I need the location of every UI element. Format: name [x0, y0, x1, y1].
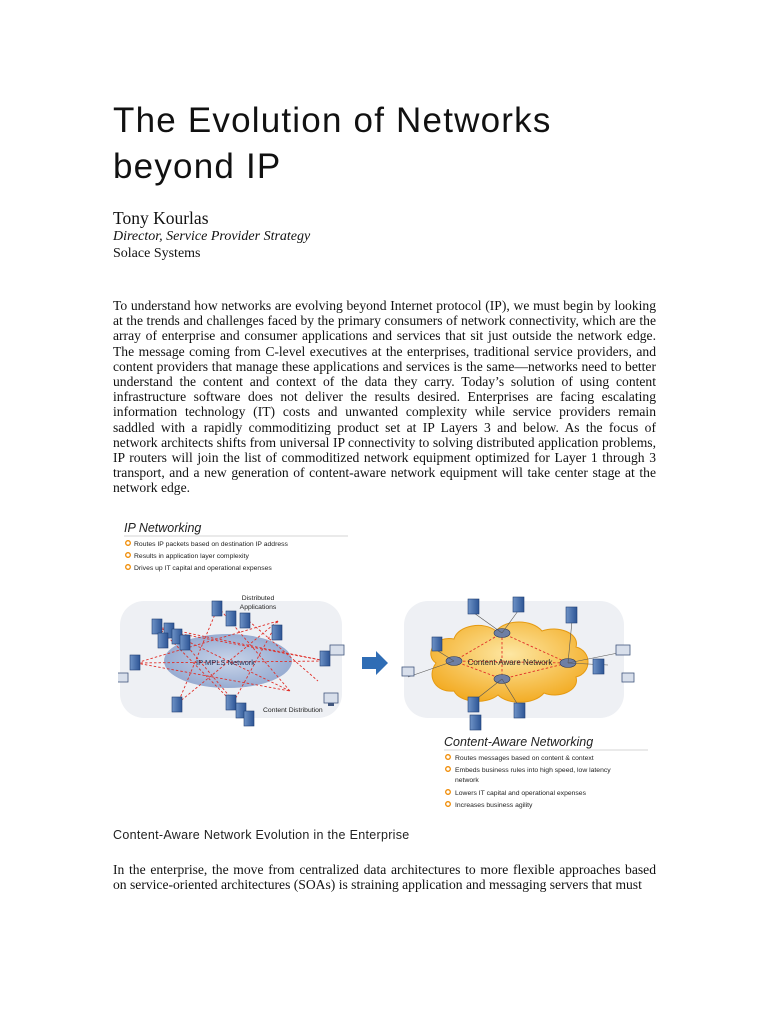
ip-mpls-panel [118, 595, 344, 726]
intro-paragraph: To understand how networks are evolving beyond Internet protocol (IP), we must begin by looking at the trends and challenges faced by the primary consumers of network connectivity, which are the array of enterprise and consumer applications and services that sit just outside the network edge. The message coming from C-level executives at the enterprises, traditional service providers, and content providers that manage these applications and services is the same—networks need to better understand the content and context of the data they carry. Today’s solution of using content infrastructure software does not deliver the results desired. Enterprises are facing escalating information technology (IT) costs and unwanted complexity while service providers remain saddled with a rapidly commoditizing product set at IP Layers 3 and below. As the focus of network architects shifts from universal IP connectivity to solving distributed application problems, IP routers will join the list of commoditized network equipment optimized for Layer 1 through 3 transport, and a new generation of content-aware network equipment will take center stage at the network edge. [113, 298, 656, 496]
author-name: Tony Kourlas [113, 208, 209, 228]
content-aware-network-label: Content-Aware Network [467, 658, 553, 667]
bullet-icon [446, 767, 451, 772]
bullet-icon [446, 755, 451, 760]
bullet-icon [126, 541, 131, 546]
can-bullet: Increases business agility [455, 802, 533, 809]
can-bullet-list [446, 755, 612, 809]
author-role: Director, Service Provider Strategy [113, 229, 311, 244]
title-line-1: The Evolution of Networks [113, 101, 552, 140]
can-bullet: Lowers IT capital and operational expenses [455, 790, 586, 797]
bullet-icon [446, 802, 451, 807]
figure-svg [118, 515, 658, 815]
mpls-network-label: IP MPLS Network [196, 658, 256, 667]
can-bullet-continuation: network [455, 777, 479, 784]
evolution-arrow-icon [362, 651, 388, 675]
ip-networking-heading: IP Networking [124, 521, 202, 535]
bullet-icon [126, 553, 131, 558]
section-heading: Content-Aware Network Evolution in the Enterprise [113, 828, 410, 842]
ip-bullet: Drives up IT capital and operational expenses [134, 565, 272, 572]
author-organization: Solace Systems [113, 246, 201, 261]
content-aware-networking-heading: Content-Aware Networking [444, 735, 594, 749]
bullet-icon [126, 565, 131, 570]
ip-bullet: Results in application layer complexity [134, 553, 249, 560]
network-evolution-figure [118, 515, 658, 815]
ip-bullet-list [126, 541, 289, 572]
can-bullet: Routes messages based on content & context [455, 755, 594, 762]
bullet-icon [446, 790, 451, 795]
enterprise-paragraph: In the enterprise, the move from centralized data architectures to more flexible approaches based on service-oriented architectures (SOAs) is straining application and messaging servers that must [113, 862, 656, 893]
document-title [113, 98, 673, 190]
distributed-label-line1: Distributed [241, 595, 275, 602]
content-distribution-label: Content Distribution [263, 707, 323, 714]
title-line-2: beyond IP [113, 147, 282, 186]
distributed-label-line2: Applications [239, 604, 277, 611]
ip-bullet: Routes IP packets based on destination IP address [134, 541, 288, 548]
can-bullet: Embeds business rules into high speed, low latency [455, 767, 611, 774]
content-aware-panel [402, 597, 634, 730]
